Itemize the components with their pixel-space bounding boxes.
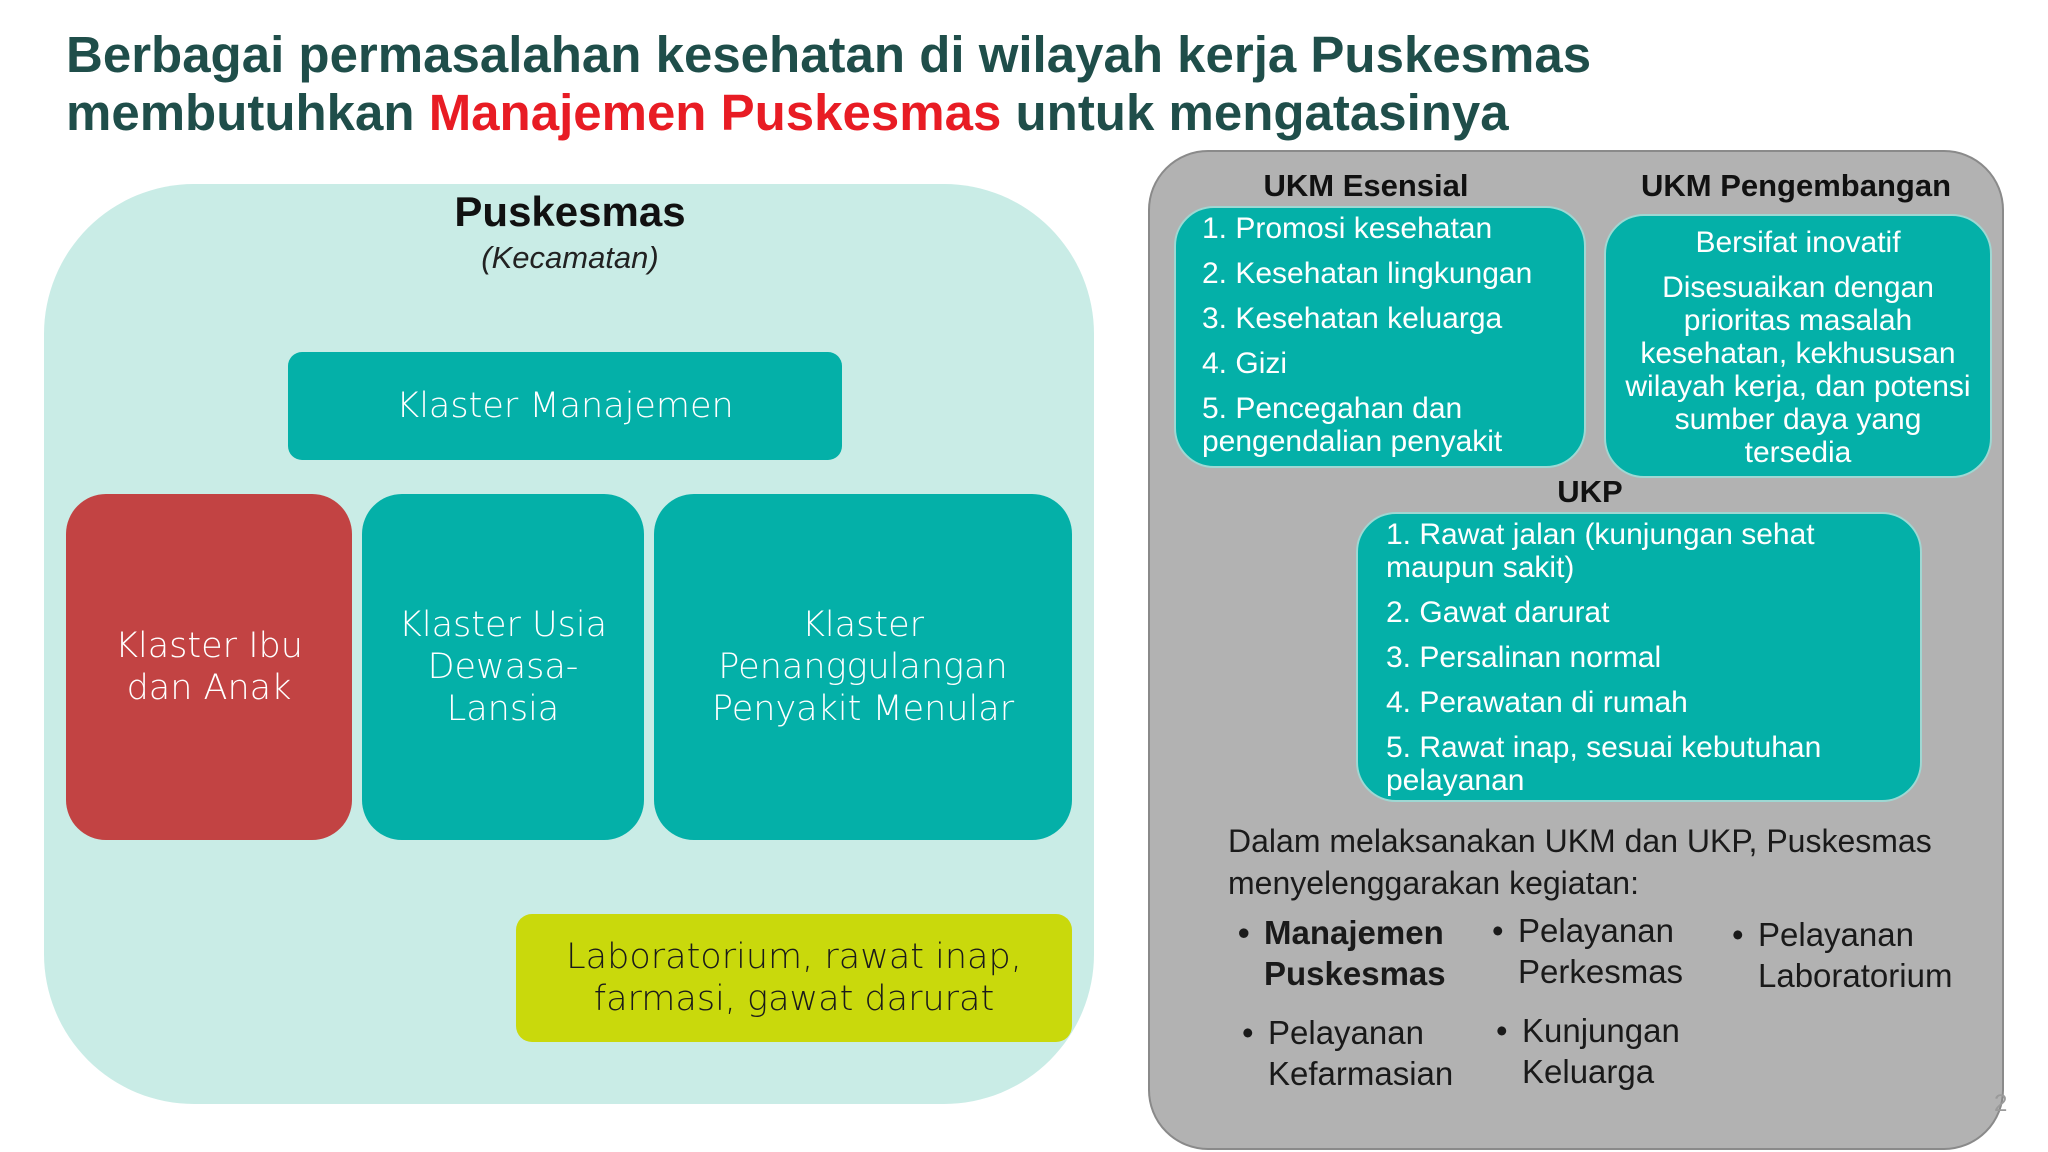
puskesmas-title: Puskesmas <box>454 188 686 235</box>
pengembangan-line-1: Bersifat inovatif <box>1695 226 1901 259</box>
klaster-usia-label: Klaster Usia Dewasa-Lansia <box>398 605 608 729</box>
page-number: 2 <box>1994 1090 2008 1117</box>
list-item: 4. Gizi <box>1202 347 1288 380</box>
ukm-pengembangan-box <box>1604 214 1992 478</box>
kegiatan-item: • Manajemen Puskesmas <box>1238 912 1478 994</box>
klaster-manajemen-box <box>288 352 842 460</box>
kegiatan-item: • Pelayanan Kefarmasian <box>1242 1012 1482 1094</box>
ukm-esensial-box <box>1174 206 1586 468</box>
title-line-2 <box>66 84 1766 142</box>
list-item: 5. Rawat inap, sesuai kebutuhan pelayanan <box>1386 731 1822 797</box>
title-line-2-before: membutuhkan <box>66 84 429 141</box>
klaster-ibu-anak-label: Klaster Ibu dan Anak <box>115 626 303 708</box>
title-line-2-after: untuk mengatasinya <box>1001 84 1509 141</box>
list-item: 2. Kesehatan lingkungan <box>1202 257 1533 290</box>
kegiatan-item: • Kunjungan Keluarga <box>1496 1010 1736 1092</box>
klaster-manajemen-label: Klaster Manajemen <box>396 386 734 426</box>
title-highlight: Manajemen Puskesmas <box>428 84 1002 141</box>
list-item: 4. Perawatan di rumah <box>1386 686 1688 719</box>
kegiatan-item: • Pelayanan Perkesmas <box>1492 910 1732 992</box>
pengembangan-line-2: Disesuaikan dengan prioritas masalah kesehatan, kekhususan wilayah kerja, dan potensi sumber daya yang tersedia <box>1625 271 1971 469</box>
klaster-p2m-label: Klaster Penanggulangan Penyakit Menular <box>711 605 1015 729</box>
list-item: 1. Rawat jalan (kunjungan sehat maupun sakit) <box>1386 518 1815 584</box>
list-item: 1. Promosi kesehatan <box>1202 212 1493 245</box>
ukp-box <box>1356 512 1922 802</box>
kegiatan-item: • Pelayanan Laboratorium <box>1732 914 2002 996</box>
slide-title <box>66 26 1766 142</box>
klaster-p2m-box <box>654 494 1072 840</box>
klaster-ibu-anak-box <box>66 494 352 840</box>
klaster-usia-box <box>362 494 644 840</box>
list-item: 3. Persalinan normal <box>1386 641 1662 674</box>
kegiatan-intro: Dalam melaksanakan UKM dan UKP, Puskesmas menyelenggarakan kegiatan: <box>1228 823 1932 901</box>
ukp-header: UKP <box>1557 474 1623 509</box>
lab-farmasi-box <box>516 914 1072 1042</box>
list-item: 5. Pencegahan dan pengendalian penyakit <box>1202 392 1503 458</box>
ukm-pengembangan-header: UKM Pengembangan <box>1640 168 1952 203</box>
list-item: 2. Gawat darurat <box>1386 596 1610 629</box>
puskesmas-subtitle: (Kecamatan) <box>481 240 659 275</box>
lab-farmasi-label: Laboratorium, rawat inap, farmasi, gawat darurat <box>566 937 1022 1019</box>
ukm-esensial-header: UKM Esensial <box>1263 168 1469 203</box>
list-item: 3. Kesehatan keluarga <box>1202 302 1503 335</box>
title-line-1: Berbagai permasalahan kesehatan di wilayah kerja Puskesmas <box>66 26 1592 83</box>
